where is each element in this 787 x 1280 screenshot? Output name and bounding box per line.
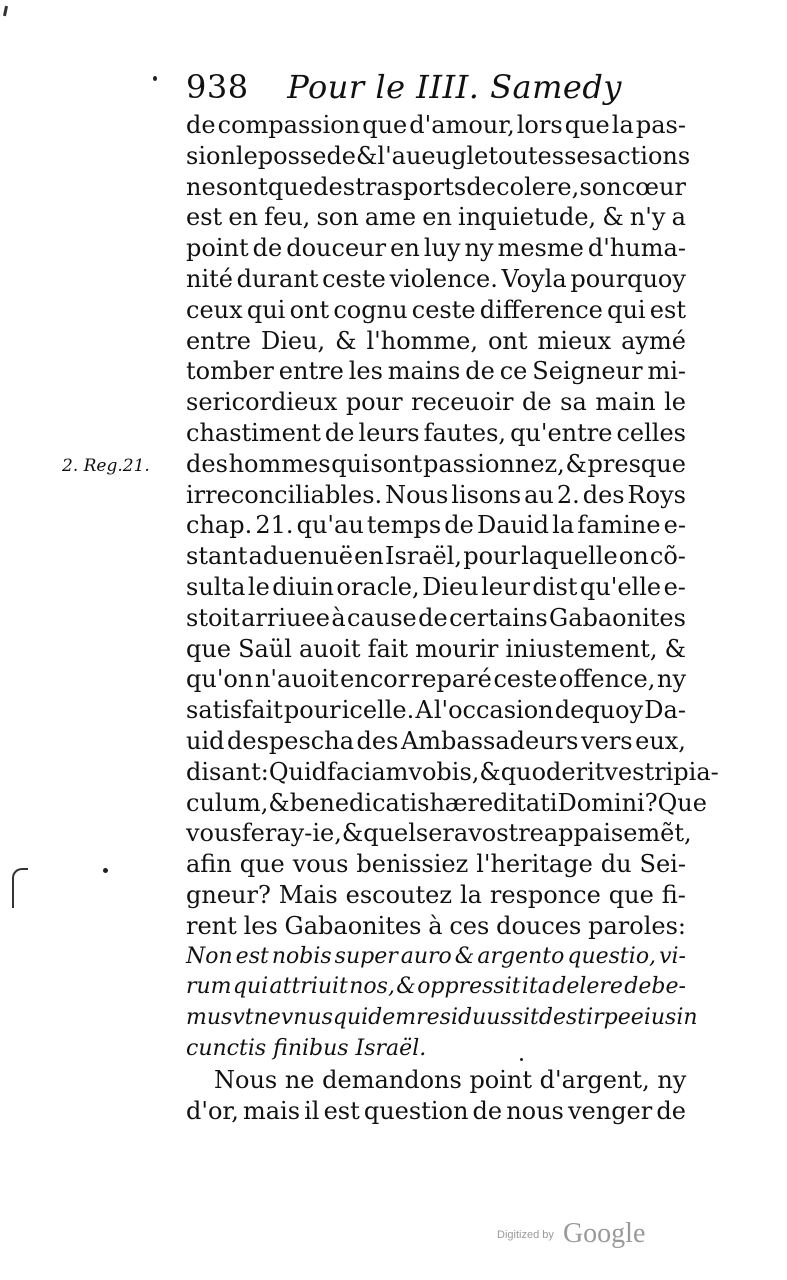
text-line: entre Dieu, & l'homme, ont mieux aymé — [186, 326, 686, 355]
corner-mark — [3, 6, 8, 16]
text-line: de compassion que d'amour, lors que la pas- — [186, 111, 686, 139]
text-line: stoit arriuee à cause de certains Gabaonites — [186, 603, 686, 632]
text-line: vous feray-ie, & quel sera vostre appaisemẽt, — [186, 819, 692, 848]
text-line: d'or, mais il est question de nous venger de — [186, 1096, 686, 1125]
text-line: nité durant ceste violence. Voyla pourquoy — [186, 264, 686, 293]
text-line: gneur? Mais escoutez la responce que fi- — [186, 880, 686, 909]
text-line: disant: Quid faciam vobis, & quod erit vestri pia- — [186, 757, 719, 786]
text-line: Nous ne demandons point d'argent, ny — [214, 1065, 687, 1094]
text-line: uid despescha des Ambassadeurs vers eux, — [186, 726, 686, 755]
text-line: sion le possede & l'aueugle toutes ses actions — [186, 141, 691, 170]
text-line: est en feu, son ame en inquietude, & n'y a — [186, 203, 686, 232]
text-line: stant aduenuë en Israël, pour laquelle on cõ- — [186, 542, 686, 571]
margin-bracket — [12, 868, 28, 908]
digitized-by-label: Digitized by — [497, 1229, 554, 1241]
latin-quote-line: mus vt ne vnus quidem residuus sit de stirpe eius in — [186, 1005, 698, 1031]
text-line: qu'on n'auoit encor reparé ceste offence, ny — [186, 665, 686, 694]
text-line: afin que vous benissiez l'heritage du Sei- — [186, 850, 686, 879]
text-line: chap. 21. qu'au temps de Dauid la famine e- — [186, 511, 686, 540]
body-text — [186, 110, 719, 1126]
page-header — [186, 68, 622, 106]
ink-speck — [520, 1058, 523, 1061]
running-title: Pour le IIII. Samedy — [287, 68, 622, 106]
text-line: satisfait pour icelle. A l'occasion dequoy Da- — [186, 696, 686, 725]
text-line: rent les Gabaonites à ces douces paroles: — [186, 911, 686, 940]
text-line: point de douceur en luy ny mesme d'huma- — [186, 234, 686, 263]
margin-note: 2. Reg.21. — [62, 456, 150, 476]
page-number: 938 — [186, 68, 249, 106]
text-line: chastiment de leurs fautes, qu'entre celles — [186, 418, 686, 447]
text-line: sulta le diuin oracle, Dieu leur dist qu'elle e- — [186, 572, 686, 601]
text-line: sericordieux pour receuoir de sa main le — [186, 388, 686, 417]
text-line: des hommes qui sont passionnez, & presque — [186, 449, 686, 478]
google-logo: Google — [562, 1218, 646, 1249]
text-line: irreconciliables. Nous lisons au 2. des Roys — [186, 480, 686, 509]
text-line: culum, & benedicatis hæreditati Domini? Que — [186, 788, 707, 817]
latin-quote-line: cunctis finibus Israël. — [186, 1035, 427, 1061]
text-line: ne sont que des trasports de colere, son cœur — [186, 172, 686, 201]
text-line: ceux qui ont cognu ceste difference qui est — [186, 295, 686, 324]
digitized-by-google — [497, 1218, 645, 1250]
text-line: tomber entre les mains de ce Seigneur mi- — [186, 357, 686, 386]
ink-speck — [103, 868, 108, 873]
text-line: que Saül auoit fait mourir iniustement, & — [186, 634, 686, 663]
latin-quote-line: rum qui attriuit nos, & oppressit ita delere debe- — [186, 974, 686, 1000]
ink-speck — [153, 76, 157, 81]
latin-quote-line: Non est nobis super auro & argento questio, vi- — [186, 943, 686, 969]
